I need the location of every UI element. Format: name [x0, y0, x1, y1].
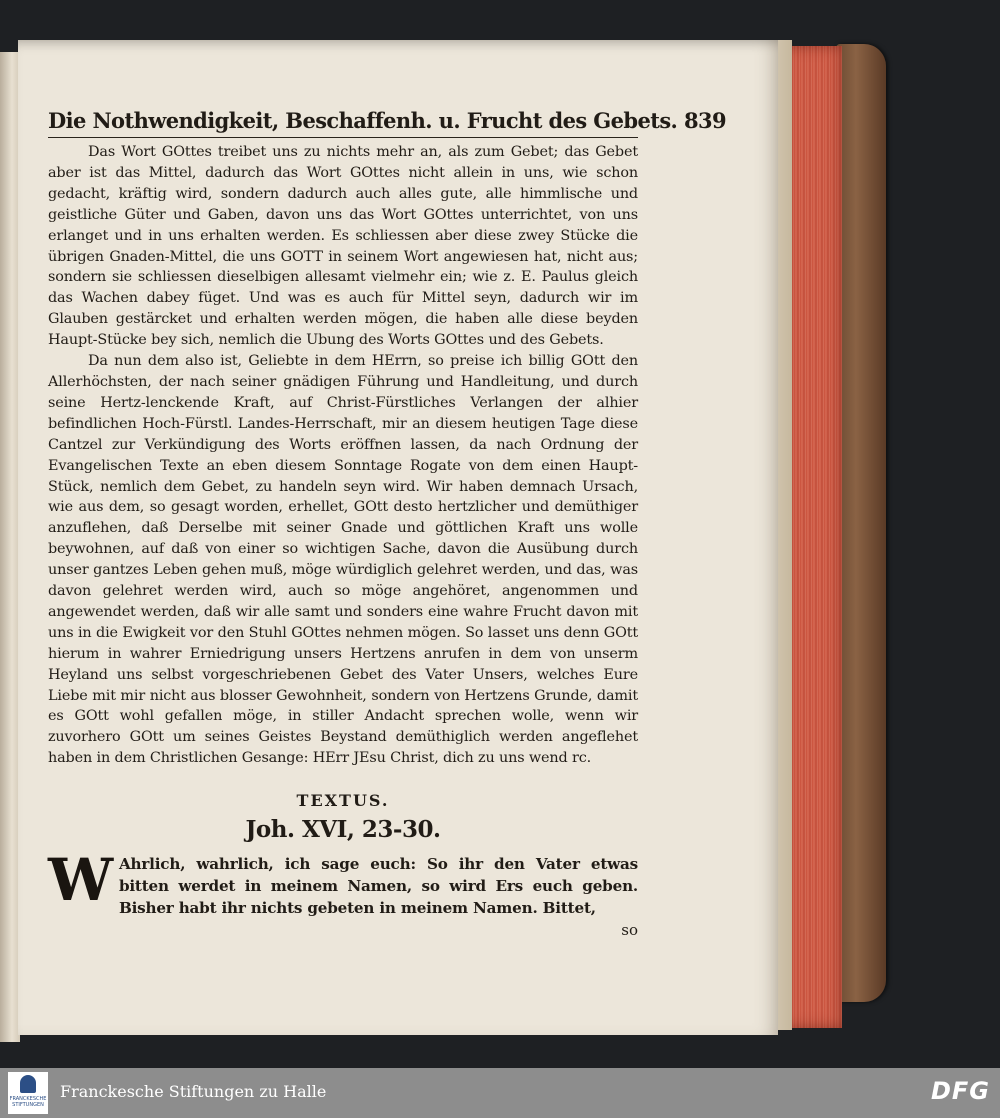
body-text [48, 142, 638, 769]
left-page-edge [0, 52, 20, 1042]
textus-reference: Joh. XVI, 23-30. [245, 816, 441, 844]
paragraph: Das Wort GOttes treibet uns zu nichts mehr an, als zum Gebet; das Gebet aber ist das Mittel, dadurch das Wort GOttes nicht allein in uns, wie schon gedacht, kräftig wird, sondern dadurch auch alles gute, alle himmlische und geistliche Güter und Gaben, davon uns das Wort GOttes unterrichtet, von uns erlanget und in uns erhalten werden. Es schliessen aber diese zwey Stücke die übrigen Gnaden-Mittel, die uns GOTT in seinem Wort angewiesen hat, nicht aus; sondern sie schliessen dieselbigen allesamt vielmehr ein; wie z. E. Paulus gleich das Wachen dabey füget. Und was es auch für Mittel seyn, dadurch wir im Glauben gestärcket und erhalten werden mögen, die haben alle diese beyden Haupt-Stücke bey sich, nemlich die Ubung des Worts GOttes und des Gebets. [48, 144, 638, 349]
footer-bar [0, 1068, 1000, 1118]
logo-text: FRANCKESCHE STIFTUNGEN [9, 1096, 47, 1108]
franckesche-logo[interactable] [8, 1072, 48, 1114]
catchword: so [621, 921, 638, 940]
drop-cap: W [48, 846, 113, 915]
page-content [48, 108, 727, 940]
emblem-icon [20, 1075, 36, 1093]
scripture-text: Ahrlich, wahrlich, ich sage euch: So ihr den Vater etwas bitten werdet in meinem Namen, so wird Ers euch geben. Bisher habt ihr nichts gebeten in meinem Namen. Bittet, [118, 855, 638, 918]
running-head: Die Nothwendigkeit, Beschaffenh. u. Frucht des Gebets. 839 [48, 108, 638, 138]
paragraph: Da nun dem also ist, Geliebte in dem HErrn, so preise ich billig GOtt den Allerhöchsten, der nach seiner gnädigen Führung und Handleitung, und durch seine Hertz-lenckende Kraft, auf Christ-Fürstliches Verlangen der alhier befindlichen Hoch-Fürstl. Landes-Herrschaft, mir an diesem heutigen Tage diese Cantzel zur Verkündigung des Worts eröffnen lassen, da nach Ordnung der Evangelischen Texte an eben diesem Sonntage Rogate von dem einen Haupt-Stück, nemlich dem Gebet, zu handeln seyn wird. Wir haben demnach Ursach, wie aus dem, so gesagt worden, erhellet, GOtt desto hertzlicher und demüthiger anzuflehen, daß Derselbe mit seiner Gnade und göttlichen Kraft uns wolle beywohnen, auf daß von einer so wichtigen Sache, davon die Ausübung durch unser gantzes Leben gehen muß, möge würdiglich gelehret werden, und das, was davon gelehret werden wird, auch so möge angehöret, angenommen und angewendet werden, daß wir alle samt und sonders eine wahre Frucht davon mit uns in die Ewigkeit vor den Stuhl GOttes nehmen mögen. So lasset uns denn GOtt hierum in wahrer Erniedrigung unsers Hertzens anrufen in dem von unserm Heyland uns selbst vorgeschriebenen Gebet des Vater Unsers, welches Eure Liebe mit mir nicht aus blosser Gewohnheit, sondern von Hertzens Grunde, damit es GOtt wohl gefallen möge, in stiller Andacht sprechen wolle, wenn wir zuvorhero GOtt um seines Geistes Beystand demüthiglich werden angeflehet haben in dem Christlichen Gesange: HErr JEsu Christ, dich zu uns wend rc. [48, 353, 638, 767]
scripture-passage [48, 846, 638, 919]
dfg-logo[interactable]: DFG [930, 1077, 990, 1105]
institution-name[interactable]: Franckesche Stiftungen zu Halle [60, 1082, 327, 1101]
textus-heading: TEXTUS. [296, 791, 390, 811]
book-cover [836, 44, 886, 1002]
